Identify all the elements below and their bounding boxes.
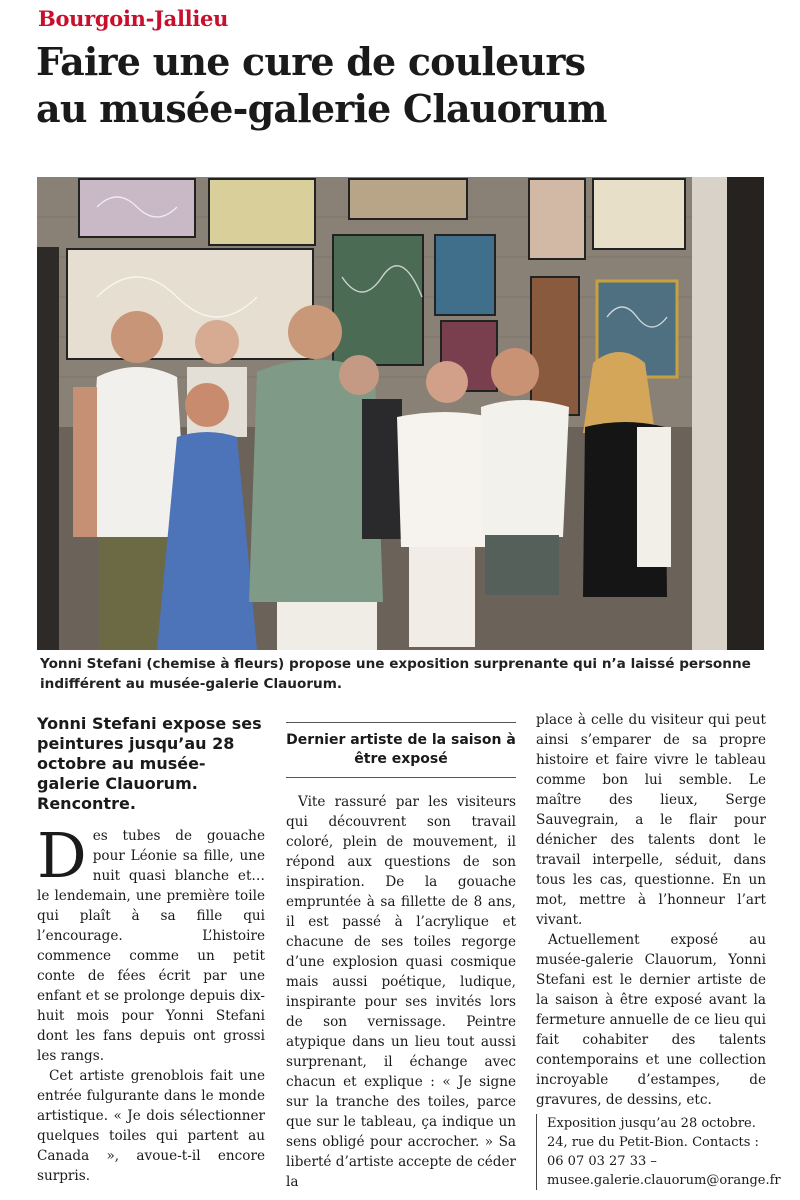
body-paragraph: Cet artiste grenoblois fait une entrée fulgurante dans le monde artistique. « Je dois sélectionner quelques toiles qui partent au Canada », avoue-t-il encore surpris. xyxy=(37,1068,265,1184)
article-photo xyxy=(37,177,764,650)
gallery-group-photo xyxy=(37,177,764,650)
column-1 xyxy=(37,710,265,1186)
body-paragraph: place à celle du visiteur qui peut ainsi s’emparer de sa propre histoire et faire vivre le tableau comme bon lui semble. Le maître des lieux, Serge Sauvegrain, a le flair pour dénicher des talents dont le travail interpelle, séduit, dans tous les cas, questionne. En un mot, mettre à l’honneur l’art vivant. xyxy=(536,712,766,928)
column-2 xyxy=(286,710,516,1192)
section-kicker: Bourgoin-Jallieu xyxy=(38,6,229,31)
section-subhead: Dernier artiste de la saison à être exposé xyxy=(286,722,516,778)
photo-caption: Yonni Stefani (chemise à fleurs) propose une exposition surprenante qui n’a laissé personne indifférent au musée-galerie Clauorum. xyxy=(40,656,751,692)
article-lead: Yonni Stefani expose ses peintures jusqu’au 28 octobre au musée-galerie Clauorum. Rencontre. xyxy=(37,714,262,813)
body-paragraph: Vite rassuré par les visiteurs qui découvrent son travail coloré, plein de mouvement, il répond aux questions de son inspiration. De la gouache empruntée à sa fillette de 8 ans, il est passé à l’acrylique et chacune de ses toiles regorge d’une explosion quasi cosmique mais aussi poétique, ludique, inspirante pour ses invités lors de son vernissage. Peintre atypique dans un lieu tout aussi surprenant, il échange avec chacun et explique : « Je signe sur la tranche des toiles, parce que sur le tableau, ça indique un sens obligé pour accrocher. » Sa liberté d’artiste accepte de céder la xyxy=(286,794,516,1190)
body-paragraph: Actuellement exposé au musée-galerie Clauorum, Yonni Stefani est le dernier artiste de la saison à être exposé avant la fermeture annuelle de ce lieu qui fait cohabiter des talents contemporains et une collection incroyable d’estampes, de gravures, de dessins, etc. xyxy=(536,932,766,1108)
body-paragraph xyxy=(37,819,265,1066)
headline-line-1: Faire une cure de couleurs xyxy=(36,39,586,84)
article-headline xyxy=(36,38,776,132)
body-paragraph-text: es tubes de gouache pour Léonie sa fille, une nuit quasi blanche et… le lendemain, une première toile qui plaît à sa fille qui l’encourage. L’histoire commence comme un petit conte de fées écrit par une enfant et se prolonge depuis dix-huit mois pour Yonni Stefani dont les fans depuis ont grossi les rangs. xyxy=(37,828,265,1064)
column-3 xyxy=(536,710,781,1190)
exhibition-info-box: Exposition jusqu’au 28 octobre. 24, rue du Petit-Bion. Contacts : 06 07 03 27 33 – musee.galerie.clauorum@orange.fr xyxy=(536,1114,766,1190)
headline-line-2: au musée-galerie Clauorum xyxy=(36,86,607,131)
drop-cap: D xyxy=(37,819,87,892)
